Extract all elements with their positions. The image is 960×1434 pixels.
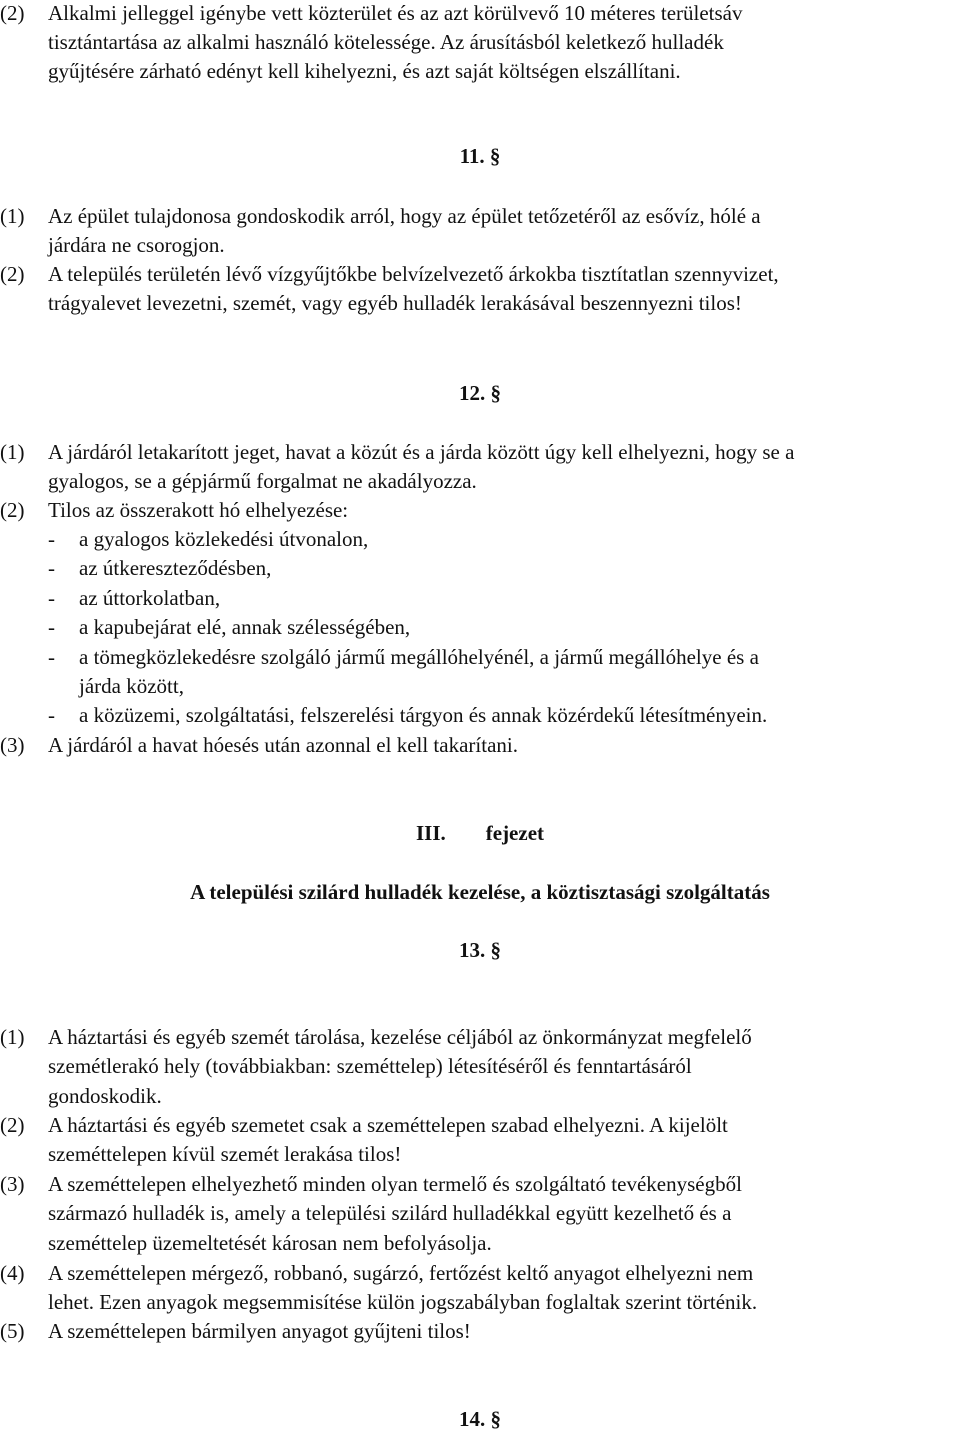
paragraph-line: A járdáról a havat hóesés után azonnal el kell takarítani. bbox=[48, 733, 518, 757]
paragraph-line: szemétlerakó hely (továbbiakban: szeméttelep) létesítéséről és fenntartásáról bbox=[48, 1054, 692, 1078]
paragraph-number: (2) bbox=[0, 262, 25, 286]
list-item: a tömegközlekedésre szolgáló jármű megállóhelyénél, a jármű megállóhelye és a bbox=[79, 645, 759, 669]
section-heading-11 bbox=[0, 141, 960, 171]
section-heading-13 bbox=[0, 935, 960, 965]
paragraph-line: A szeméttelepen mérgező, robbanó, sugárzó, fertőzést keltő anyagot elhelyezni nem bbox=[48, 1261, 754, 1285]
paragraph-intro: Tilos az összerakott hó elhelyezése: bbox=[48, 498, 349, 522]
paragraph-line: A település területén lévő vízgyűjtőkbe belvízelvezető árkokba tisztítatlan szennyvizet, bbox=[48, 262, 779, 286]
paragraph-line: Az épület tulajdonosa gondoskodik arról, hogy az épület tetőzetéről az esővíz, hólé a bbox=[48, 204, 761, 228]
section-sign: § bbox=[490, 938, 501, 962]
paragraph-number: (1) bbox=[0, 204, 25, 228]
paragraph-line: A szeméttelepen elhelyezhető minden olyan termelő és szolgáltató tevékenységből bbox=[48, 1172, 742, 1196]
chapter-roman: III. bbox=[415, 821, 446, 845]
paragraph-line: A háztartási és egyéb szemét tárolása, kezelése céljából az önkormányzat megfelelő bbox=[48, 1025, 752, 1049]
list-item: az útkereszteződésben, bbox=[79, 556, 272, 580]
section-heading-12 bbox=[0, 378, 960, 408]
paragraph-line: szeméttelep üzemeltetését károsan nem befolyásolja. bbox=[48, 1231, 492, 1255]
paragraph-number: (1) bbox=[0, 440, 25, 464]
list-item: az úttorkolatban, bbox=[79, 586, 221, 610]
paragraph-number: (2) bbox=[0, 1113, 25, 1137]
paragraph-line: járdára ne csorogjon. bbox=[48, 233, 225, 257]
paragraph-line: lehet. Ezen anyagok megsemmisítése külön jogszabályban foglaltak szerint történik. bbox=[48, 1290, 758, 1314]
list-dash: - bbox=[48, 615, 55, 639]
list-item: a kapubejárat elé, annak szélességében, bbox=[79, 615, 411, 639]
section-sign: § bbox=[490, 381, 501, 405]
chapter-word: fejezet bbox=[485, 821, 545, 845]
section-sign: § bbox=[490, 1407, 501, 1431]
paragraph-line: szeméttelepen kívül szemét lerakása tilos! bbox=[48, 1142, 402, 1166]
paragraph-line: A háztartási és egyéb szemetet csak a szeméttelepen szabad elhelyezni. A kijelölt bbox=[48, 1113, 728, 1137]
paragraph-line: tisztántartása az alkalmi használó kötelessége. Az árusításból keletkező hulladék bbox=[48, 30, 724, 54]
paragraph-number: (1) bbox=[0, 1025, 25, 1049]
section-sign: § bbox=[489, 144, 501, 168]
list-item-continuation: járda között, bbox=[79, 674, 184, 698]
section-number: 11. bbox=[459, 144, 485, 168]
paragraph-line: Alkalmi jelleggel igénybe vett közterület és az azt körülvevő 10 méteres területsáv bbox=[48, 1, 743, 25]
list-dash: - bbox=[48, 645, 55, 669]
chapter-heading bbox=[0, 818, 960, 848]
section-heading-14 bbox=[0, 1404, 960, 1434]
paragraph-line: származó hulladék is, amely a települési szilárd hulladékkal együtt kezelhető és a bbox=[48, 1201, 732, 1225]
list-dash: - bbox=[48, 586, 55, 610]
paragraph-line: gyűjtésére zárható edényt kell kihelyezni, és azt saját költségen elszállítani. bbox=[48, 59, 681, 83]
list-item: a közüzemi, szolgáltatási, felszerelési tárgyon és annak közérdekű létesítményein. bbox=[79, 703, 768, 727]
paragraph-line: A szeméttelepen bármilyen anyagot gyűjteni tilos! bbox=[48, 1319, 471, 1343]
section-number: 14. bbox=[459, 1407, 486, 1431]
paragraph-line: gondoskodik. bbox=[48, 1084, 162, 1108]
paragraph-number: (4) bbox=[0, 1261, 25, 1285]
paragraph-number: (5) bbox=[0, 1319, 25, 1343]
section-number: 12. bbox=[459, 381, 486, 405]
paragraph-number: (2) bbox=[0, 498, 25, 522]
list-dash: - bbox=[48, 703, 55, 727]
paragraph-line: gyalogos, se a gépjármű forgalmat ne akadályozza. bbox=[48, 469, 477, 493]
paragraph-number: (2) bbox=[0, 1, 25, 25]
section-number: 13. bbox=[459, 938, 486, 962]
paragraph-number: (3) bbox=[0, 1172, 25, 1196]
list-dash: - bbox=[48, 527, 55, 551]
paragraph-number: (3) bbox=[0, 733, 25, 757]
list-item: a gyalogos közlekedési útvonalon, bbox=[79, 527, 369, 551]
paragraph-line: A járdáról letakarított jeget, havat a közút és a járda között úgy kell elhelyezni, hogy se a bbox=[48, 440, 795, 464]
list-dash: - bbox=[48, 556, 55, 580]
paragraph-line: trágyalevet levezetni, szemét, vagy egyéb hulladék lerakásával beszennyezni tilos! bbox=[48, 291, 742, 315]
chapter-title: A települési szilárd hulladék kezelése, a köztisztasági szolgáltatás bbox=[190, 880, 770, 904]
